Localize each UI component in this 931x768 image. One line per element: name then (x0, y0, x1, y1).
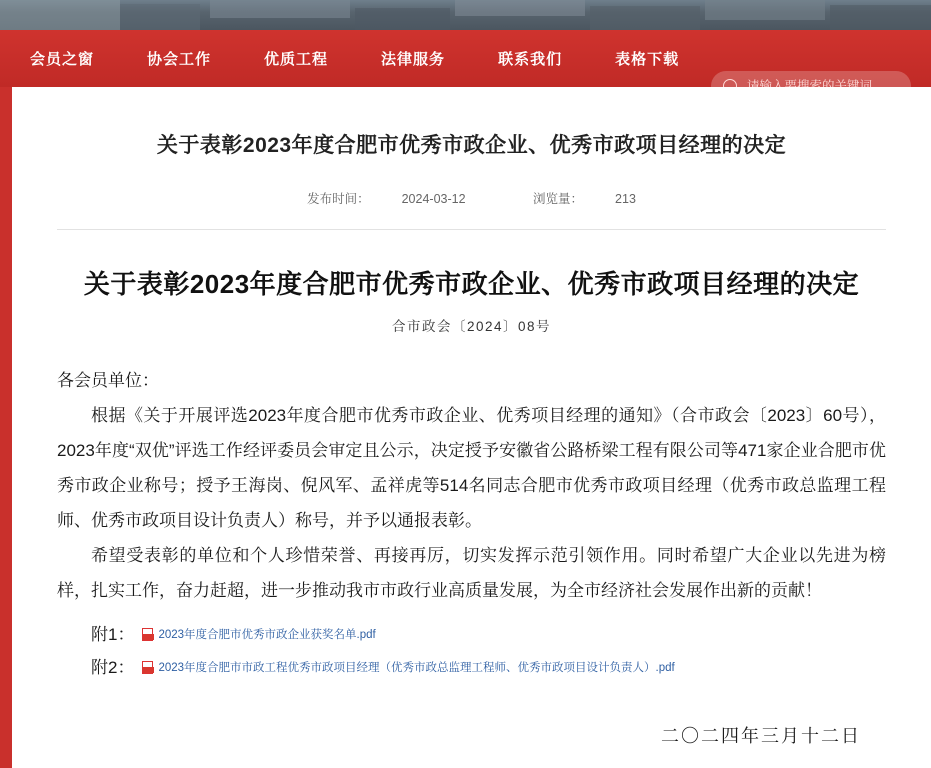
nav-item-quality-projects[interactable]: 优质工程 (264, 51, 329, 68)
nav-item-association-work[interactable]: 协会工作 (147, 51, 212, 68)
document-main-title: 关于表彰2023年度合肥市优秀市政企业、优秀市政项目经理的决定 (83, 269, 860, 299)
article-content (12, 87, 931, 768)
attachment-item (57, 651, 886, 684)
banner-block (705, 0, 825, 20)
nav-item-legal-services[interactable]: 法律服务 (381, 51, 446, 68)
nav-item-form-download[interactable]: 表格下载 (615, 51, 680, 68)
article-meta (57, 189, 886, 207)
attachment-label: 附2： (91, 658, 135, 677)
banner-block (210, 0, 350, 18)
article-header (57, 87, 886, 230)
attachment-item (57, 618, 886, 651)
salutation: 各会员单位： (57, 371, 159, 390)
site-banner-image (0, 0, 931, 30)
signature-date: 二〇二四年三月十二日 (661, 726, 861, 746)
pdf-file-icon (142, 661, 153, 674)
nav-item-members[interactable]: 会员之窗 (30, 51, 95, 68)
attachment-link[interactable]: 2023年度合肥市市政工程优秀市政项目经理（优秀市政总监理工程师、优秀市政项目设计负责人）.pdf (158, 661, 675, 674)
attachment-label: 附1： (91, 625, 135, 644)
attachment-list (57, 618, 886, 684)
body-paragraph-1: 根据《关于开展评选2023年度合肥市优秀市政企业、优秀项目经理的通知》（合市政会〔2023〕60号），2023年度“双优”评选工作经评委员会审定且公示，决定授予安徽省公路桥梁工程有限公司等471家企业合肥市优秀市政企业称号；授予王海岗、倪风军、孟祥虎等514名同志合肥市优秀市政项目经理（优秀市政总监理工程师、优秀市政项目设计负责人）称号，并予以通报表彰。 (57, 406, 886, 530)
publish-time-label: 发布时间： (307, 192, 370, 206)
publish-time-value: 2024-03-12 (401, 192, 466, 206)
banner-block (455, 0, 585, 16)
view-count (517, 192, 652, 206)
view-count-label: 浏览量： (533, 192, 584, 206)
main-navigation (0, 30, 931, 87)
publish-time (291, 192, 481, 206)
banner-block (355, 8, 450, 30)
header-divider (57, 229, 886, 230)
view-count-value: 213 (615, 192, 636, 206)
page-title: 关于表彰2023年度合肥市优秀市政企业、优秀市政项目经理的决定 (156, 134, 787, 157)
document-number: 合市政会〔2024〕08号 (391, 319, 552, 334)
nav-item-contact-us[interactable]: 联系我们 (498, 51, 563, 68)
banner-block (0, 0, 120, 30)
banner-block (590, 6, 700, 30)
left-accent-rail (0, 87, 12, 768)
body-paragraph-2: 希望受表彰的单位和个人珍惜荣誉、再接再厉，切实发挥示范引领作用。同时希望广大企业以先进为榜样，扎实工作，奋力赶超，进一步推动我市市政行业高质量发展，为全市经济社会发展作出新的贡献！ (57, 546, 886, 600)
document-body (57, 363, 886, 684)
banner-block (120, 4, 200, 30)
attachment-link[interactable]: 2023年度合肥市优秀市政企业获奖名单.pdf (158, 628, 376, 641)
banner-block (830, 5, 931, 30)
pdf-file-icon (142, 628, 153, 641)
